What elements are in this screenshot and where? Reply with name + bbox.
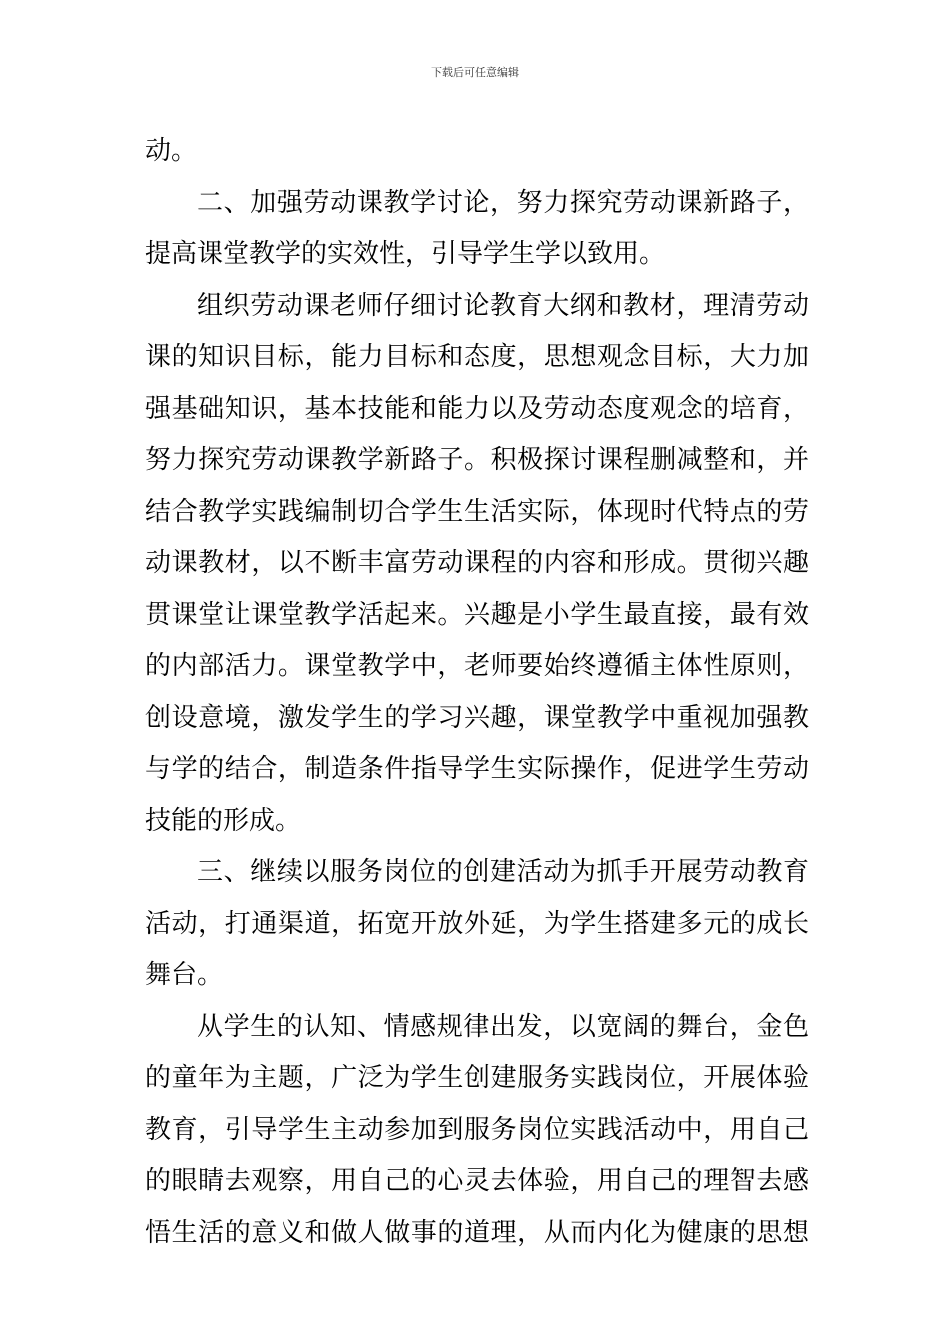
text-line: 从学生的认知、情感规律出发，以宽阔的舞台，金色: [197, 1011, 809, 1042]
section-heading-line: 提高课堂教学的实效性，引导学生学以致用。: [145, 239, 666, 269]
text-line: 课的知识目标，能力目标和态度，思想观念目标，大力加: [145, 342, 809, 372]
text-line: 结合教学实践编制切合学生生活实际，体现时代特点的劳: [145, 496, 809, 527]
text-line: 技能的形成。: [145, 805, 302, 836]
page-header-note: 下载后可任意编辑: [431, 66, 519, 79]
text-line: 动。: [145, 136, 198, 166]
text-line: 的眼睛去观察，用自己的心灵去体验，用自己的理智去感: [145, 1166, 809, 1196]
text-line: 悟生活的意义和做人做事的道理，从而内化为健康的思想: [145, 1217, 809, 1248]
section-heading-line: 活动，打通渠道，拓宽开放外延，为学生搭建多元的成长: [145, 908, 809, 939]
section-heading-line: 三、继续以服务岗位的创建活动为抓手开展劳动教育: [197, 857, 809, 887]
text-line: 组织劳动课老师仔细讨论教育大纲和教材，理清劳动: [197, 290, 809, 321]
text-line: 与学的结合，制造条件指导学生实际操作，促进学生劳动: [145, 754, 809, 784]
text-line: 创设意境，激发学生的学习兴趣，课堂教学中重视加强教: [145, 702, 809, 733]
text-line: 动课教材，以不断丰富劳动课程的内容和形成。贯彻兴趣: [145, 548, 809, 578]
text-line: 的内部活力。课堂教学中，老师要始终遵循主体性原则，: [145, 651, 809, 681]
text-line: 努力探究劳动课教学新路子。积极探讨课程删减整和，并: [145, 445, 809, 475]
text-line: 强基础知识，基本技能和能力以及劳动态度观念的培育，: [145, 393, 809, 424]
section-heading-line: 二、加强劳动课教学讨论，努力探究劳动课新路子，: [197, 187, 809, 218]
text-line: 教育，引导学生主动参加到服务岗位实践活动中，用自己: [145, 1114, 809, 1145]
text-line: 的童年为主题，广泛为学生创建服务实践岗位，开展体验: [145, 1063, 809, 1093]
section-heading-line: 舞台。: [145, 960, 224, 990]
text-line: 贯课堂让课堂教学活起来。兴趣是小学生最直接，最有效: [145, 599, 809, 630]
document-body: [145, 126, 809, 1259]
